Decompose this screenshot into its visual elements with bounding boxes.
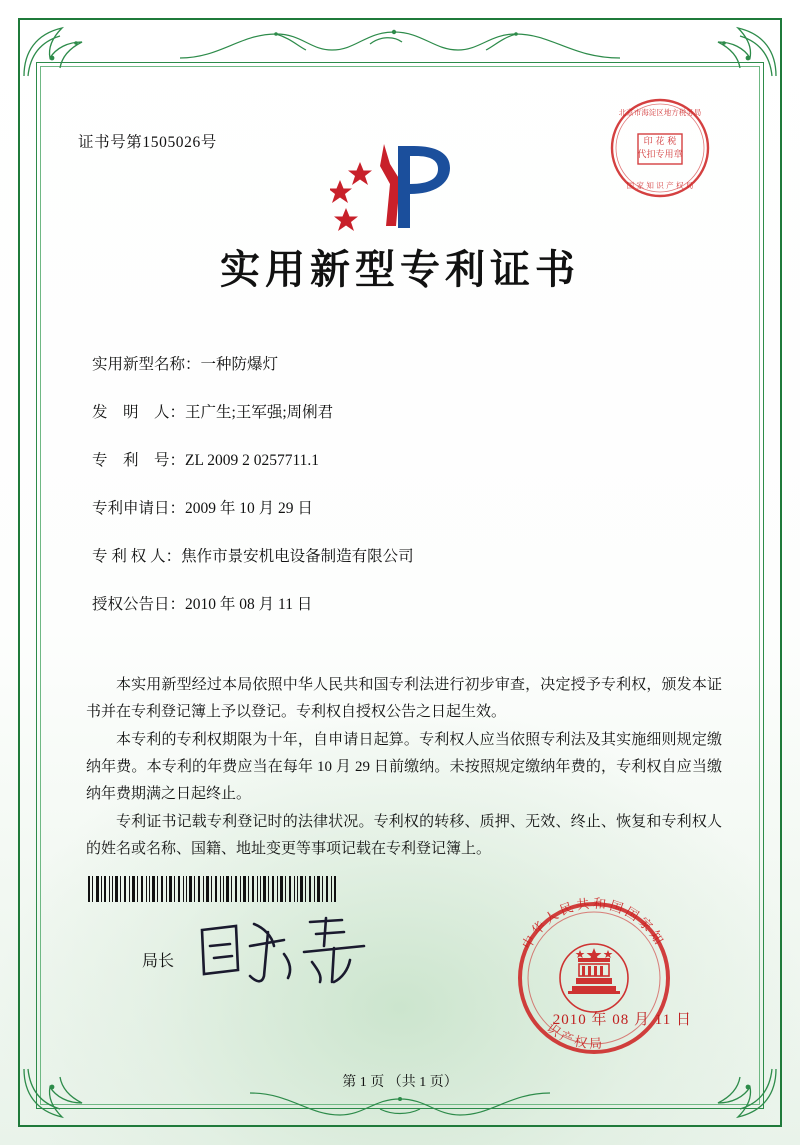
field-row	[92, 544, 720, 566]
certificate-number: 证书号第1505026号	[78, 134, 217, 151]
svg-text:北京市海淀区地方税务局: 北京市海淀区地方税务局	[618, 108, 702, 117]
svg-text:印 花 税: 印 花 税	[643, 137, 677, 147]
field-value: 2010 年 08 月 11 日	[185, 596, 313, 613]
field-row	[92, 400, 720, 422]
corner-ornament-icon	[22, 22, 100, 78]
field-label: 发 明 人：	[92, 404, 186, 421]
svg-text:国 家 知 识 产 权 局: 国 家 知 识 产 权 局	[626, 181, 694, 190]
field-value: 2009 年 10 月 29 日	[185, 500, 313, 517]
field-value: 焦作市景安机电设备制造有限公司	[181, 548, 414, 565]
field-row	[92, 496, 720, 518]
issue-date-stamp: 2010 年 08 月 11 日	[552, 1012, 692, 1028]
field-list	[92, 352, 720, 640]
field-label: 授权公告日：	[92, 596, 186, 613]
page-title: 实用新型专利证书	[220, 246, 580, 293]
page-indicator: 第 1 页 （共 1 页）	[342, 1075, 458, 1090]
field-label: 专利申请日：	[92, 500, 186, 517]
body-text	[86, 672, 722, 865]
top-scroll-ornament-icon	[180, 24, 620, 66]
field-value: 王广生;王军强;周俐君	[185, 404, 334, 421]
field-label: 专 利 权 人：	[92, 548, 182, 565]
corner-ornament-icon	[700, 22, 778, 78]
field-value: ZL 2009 2 0257711.1	[185, 452, 320, 469]
field-row	[92, 448, 720, 470]
field-label: 实用新型名称：	[92, 356, 201, 373]
barcode-icon	[88, 876, 338, 902]
paragraph: 本专利的专利权期限为十年，自申请日起算。专利权人应当依照专利法及其实施细则规定缴纳年费。本专利的年费应当在每年 10 月 29 日前缴纳。未按照规定缴纳年费的，专利权自应当缴纳年费期满之日起终止。	[86, 732, 722, 802]
national-seal-icon	[506, 890, 682, 1066]
field-value: 一种防爆灯	[200, 356, 279, 373]
svg-text:中华人民共和国国家知: 中华人民共和国国家知	[519, 896, 668, 953]
director-label: 局长	[142, 953, 175, 970]
field-label: 专 利 号：	[92, 452, 186, 469]
director-signature-icon	[192, 912, 382, 992]
paragraph: 专利证书记载专利登记时的法律状况。专利权的转移、质押、无效、终止、恢复和专利权人的姓名或名称、国籍、地址变更等事项记载在专利登记簿上。	[86, 814, 722, 858]
sipo-logo-icon	[330, 140, 470, 232]
bottom-scroll-ornament-icon	[250, 1087, 550, 1123]
tax-stamp-seal-icon	[608, 96, 712, 200]
paragraph: 本实用新型经过本局依照中华人民共和国专利法进行初步审查，决定授予专利权，颁发本证书并在专利登记簿上予以登记。专利权自授权公告之日起生效。	[86, 677, 722, 720]
svg-text:代扣专用章: 代扣专用章	[637, 150, 683, 160]
field-row	[92, 352, 720, 374]
svg-text:识产权局: 识产权局	[543, 1020, 606, 1053]
field-row	[92, 592, 720, 614]
